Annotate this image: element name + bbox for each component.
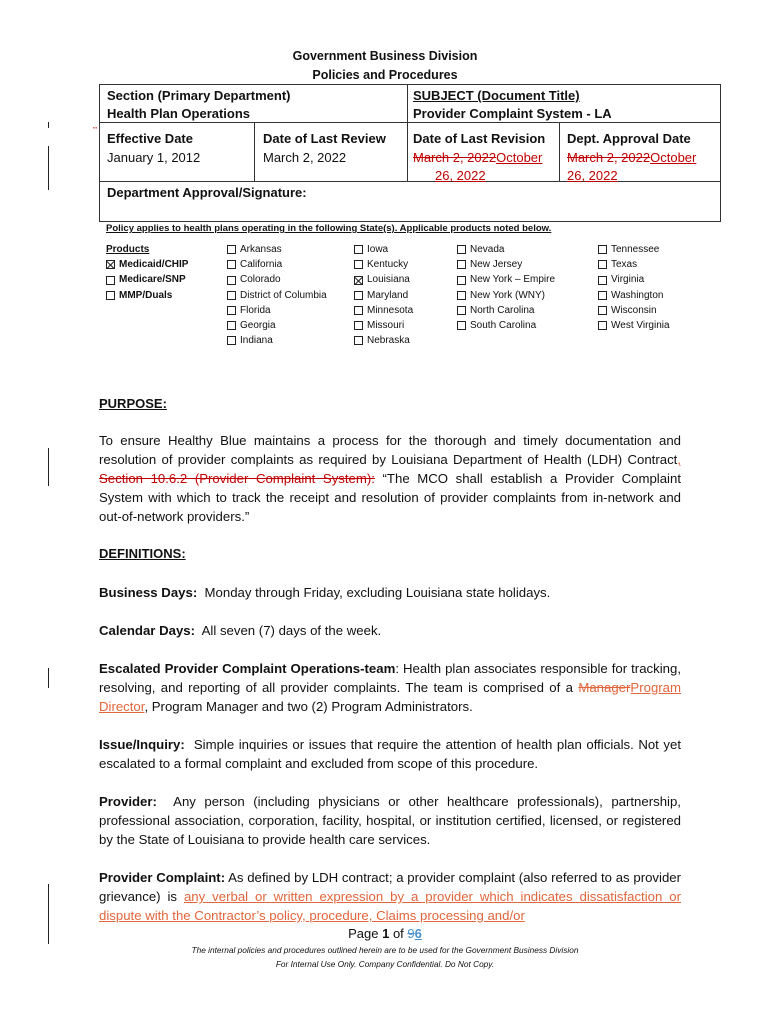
checkbox-icon[interactable] [227,260,236,269]
term-escalated-team: Escalated Provider Complaint Operations-team [99,661,396,676]
footer-note-1: The internal policies and procedures outlined herein are to be used for the Government Business Division [191,945,579,955]
policies-title: Policies and Procedures [312,68,458,82]
state-item[interactable] [354,333,413,348]
checkbox-icon[interactable] [598,245,607,254]
division-title: Government Business Division [292,49,478,63]
products-column [106,242,188,303]
checkbox-icon[interactable] [354,245,363,254]
last-review-value: March 2, 2022 [263,150,347,165]
state-label: Nevada [470,244,505,255]
checkbox-icon[interactable] [457,260,466,269]
table-divider [254,122,255,181]
state-label: New Jersey [470,259,523,271]
checked-box-icon[interactable] [354,276,363,285]
page-number [0,926,770,941]
checkbox-icon[interactable] [227,276,236,285]
product-item[interactable] [106,288,188,303]
term-issue-inquiry: Issue/Inquiry: [99,737,185,752]
product-label: Medicaid/CHIP [119,259,189,271]
states-column-1 [227,242,327,348]
state-item[interactable] [457,303,555,318]
checkbox-icon[interactable] [106,291,115,300]
purpose-inserted-comma: , [677,452,681,467]
checkbox-icon[interactable] [598,276,607,285]
checkbox-icon[interactable] [598,260,607,269]
subject-label: SUBJECT (Document Title) [413,88,580,103]
page-current: 1 [382,926,390,941]
definition-calendar-days [99,621,681,640]
states-column-4 [598,242,670,333]
last-revision-label: Date of Last Revision [413,131,546,146]
checkbox-icon[interactable] [457,321,466,330]
definition-business-days [99,583,681,602]
state-label: Minnesota [367,304,414,316]
state-item[interactable] [354,242,413,257]
term-provider: Provider: [99,794,157,809]
state-item[interactable] [227,333,327,348]
def-escalated-tail: , Program Manager and two (2) Program Administrators. [144,699,473,714]
state-label: Georgia [240,320,276,332]
state-item[interactable] [227,318,327,333]
state-item[interactable] [598,303,670,318]
purpose-paragraph [99,431,681,526]
state-label: Wisconsin [611,304,657,316]
state-label: District of Columbia [240,289,327,301]
definition-provider [99,792,681,849]
definition-issue-inquiry [99,735,681,773]
state-label: Maryland [367,289,409,301]
complaint-inserted-text: any verbal or written expression by a provider which indicates dissatisfaction or dispute with the Contractor’s policy, procedure, Claims processing and/or [99,889,681,923]
state-item[interactable] [227,257,327,272]
state-label: Virginia [611,274,645,286]
checkbox-icon[interactable] [354,306,363,315]
term-calendar-days: Calendar Days: [99,623,196,638]
state-label: South Carolina [470,320,537,332]
approval-date-value [567,149,717,185]
last-revision-value [413,149,553,185]
def-escalated-team: : Health plan associates responsible for tracking, resolving, and reporting of all provider complaints. The team is comprised of a [99,661,681,695]
state-label: Washington [611,289,664,301]
effective-date-value: January 1, 2012 [107,150,201,165]
state-item[interactable] [598,288,670,303]
states-column-2 [354,242,413,348]
state-label: North Carolina [470,304,535,316]
section-label: Section (Primary Department) [107,88,291,103]
state-item[interactable] [354,318,413,333]
term-business-days: Business Days: [99,585,198,600]
checkbox-icon[interactable] [354,260,363,269]
definition-escalated-team [99,659,681,716]
approval-deleted-date: March 2, 2022 [567,150,651,165]
product-label: MMP/Duals [119,289,173,301]
checkbox-icon[interactable] [227,245,236,254]
state-label: Nebraska [367,335,410,347]
table-divider [559,122,560,181]
checkbox-icon[interactable] [106,276,115,285]
states-column-3 [457,242,555,333]
state-label: New York – Empire [470,274,556,286]
state-item[interactable] [227,272,327,287]
signature-label: Department Approval/Signature: [107,185,307,200]
escalated-inserted-title: Program Director [99,680,681,714]
state-item[interactable] [354,303,413,318]
section-value: Health Plan Operations [107,106,251,121]
checkbox-icon[interactable] [457,291,466,300]
table-divider [407,122,408,181]
purpose-deleted-reference: Section 10.6.2 (Provider Complaint System): [99,471,375,486]
state-label: Arkansas [240,244,282,255]
state-label: Tennessee [611,244,660,255]
state-item[interactable] [457,257,555,272]
checkbox-icon[interactable] [354,321,363,330]
policy-applies-line: Policy applies to health plans operating in the following State(s). Applicable products noted below. [106,223,552,234]
state-item[interactable] [598,257,670,272]
effective-date-label: Effective Date [107,131,193,146]
state-label: Colorado [240,274,281,286]
checked-box-icon[interactable] [106,260,115,269]
checkbox-icon[interactable] [227,306,236,315]
def-provider: Any person (including physicians or other healthcare professionals), partnership, professional association, corporation, facility, hospital, or institution certified, licensed, or registered by the State of Louisiana to provide health care services. [99,794,681,847]
state-item[interactable] [354,257,413,272]
page-of: of [389,926,408,941]
state-label: Missouri [367,320,405,332]
purpose-heading: PURPOSE: [99,396,167,411]
purpose-text: To ensure Healthy Blue maintains a process for the thorough and timely documentation and resolution of provider complaints as required by Louisiana Department of Health (LDH) Contract [99,433,681,467]
approval-inserted-date-2: 26, 2022 [567,168,618,183]
state-label: Kentucky [367,259,409,271]
state-item[interactable] [227,303,327,318]
state-label: Texas [611,259,638,271]
change-bar [48,122,49,128]
revision-marker-icon: ▪▪▪ [93,125,98,130]
revision-inserted-date-2: 26, 2022 [435,168,486,183]
state-item[interactable] [598,318,670,333]
checkbox-icon[interactable] [354,291,363,300]
page-prefix: Page [348,926,383,941]
checkbox-icon[interactable] [227,336,236,345]
state-item[interactable] [598,272,670,287]
checkbox-icon[interactable] [457,306,466,315]
state-item[interactable] [598,242,670,257]
checkbox-icon[interactable] [598,306,607,315]
state-label: Indiana [240,335,273,347]
checkbox-icon[interactable] [457,276,466,285]
checkbox-icon[interactable] [354,336,363,345]
policy-header-table [99,84,721,222]
state-item[interactable] [354,272,413,287]
state-item[interactable] [457,288,555,303]
footer-note-2: For Internal Use Only. Company Confidential. Do Not Copy. [275,959,495,969]
state-item[interactable] [354,288,413,303]
state-item[interactable] [457,318,555,333]
state-item[interactable] [457,272,555,287]
state-label: Florida [240,304,271,316]
products-heading: Products [106,244,150,255]
def-issue-inquiry: Simple inquiries or issues that require the attention of health plan officials. Not yet escalated to a formal complaint and excluded from scope of this procedure. [99,737,681,771]
state-label: Iowa [367,244,389,255]
def-calendar-days: All seven (7) days of the week. [201,623,382,638]
revision-inserted-date: October [496,150,543,165]
change-bar [48,668,49,688]
product-item[interactable] [106,272,188,287]
product-item[interactable] [106,257,188,272]
state-item[interactable] [227,242,327,257]
subject-value: Provider Complaint System - LA [413,106,612,121]
definition-provider-complaint [99,868,681,925]
state-label: California [240,259,283,271]
table-divider [407,85,408,122]
last-review-label: Date of Last Review [263,131,386,146]
change-bar [48,448,49,486]
revision-deleted-date: March 2, 2022 [413,150,497,165]
checkbox-icon[interactable] [598,321,607,330]
term-provider-complaint: Provider Complaint: [99,870,226,885]
purpose-quote: “The MCO shall establish a Provider Complaint System with which to track the receipt and resolution of provider complaints from in-network and out-of-network providers.” [99,471,681,524]
state-label: West Virginia [611,320,670,332]
page-total-inserted: 6 [414,926,422,941]
state-item[interactable] [227,288,327,303]
state-label: New York (WNY) [470,289,546,301]
checkbox-icon[interactable] [227,291,236,300]
state-label: Louisiana [367,274,410,286]
escalated-deleted-title: Manager [578,680,631,695]
definitions-heading: DEFINITIONS: [99,546,186,561]
approval-date-label: Dept. Approval Date [567,131,691,146]
checkbox-icon[interactable] [227,321,236,330]
page-total-deleted: 9 [407,926,415,941]
checkbox-icon[interactable] [457,245,466,254]
approval-inserted-date: October [650,150,697,165]
change-bar [48,146,49,190]
state-item[interactable] [457,242,555,257]
checkbox-icon[interactable] [598,291,607,300]
product-label: Medicare/SNP [119,274,186,286]
def-provider-complaint: As defined by LDH contract; a provider complaint (also referred to as provider grievance) is [99,870,682,904]
def-business-days: Monday through Friday, excluding Louisiana state holidays. [204,585,551,600]
